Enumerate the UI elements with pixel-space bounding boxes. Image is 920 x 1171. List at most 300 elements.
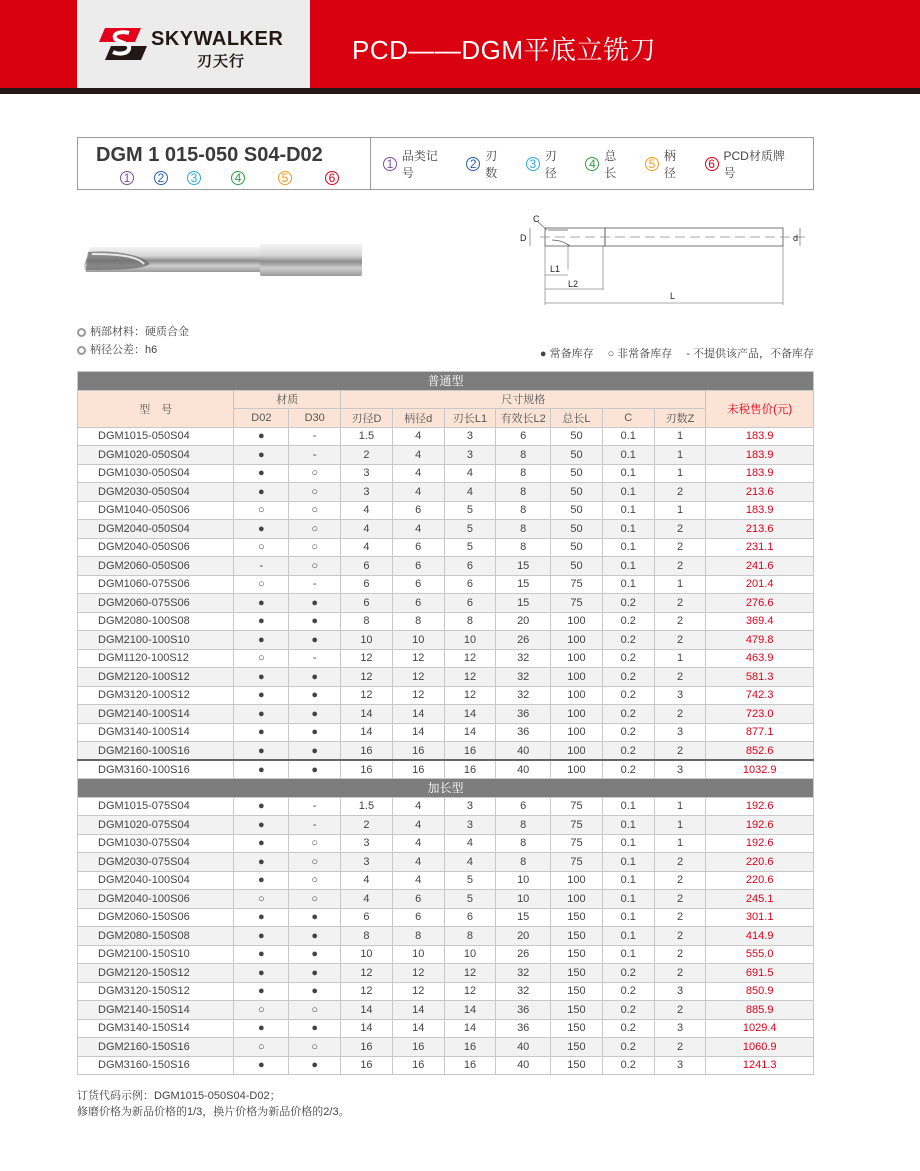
cell-model: DGM3140-100S14 xyxy=(78,723,234,742)
col-material: 材质 xyxy=(234,390,341,409)
cell-chamfer: 0.2 xyxy=(602,631,654,650)
cell-total-len: 100 xyxy=(551,649,603,668)
circle-bullet-icon xyxy=(77,346,86,355)
cell-flutes: 2 xyxy=(654,742,706,761)
cell-model: DGM2060-075S06 xyxy=(78,594,234,613)
cell-chamfer: 0.2 xyxy=(602,723,654,742)
cell-shank-dia: 10 xyxy=(392,945,444,964)
in-stock-legend: ● 常备库存 xyxy=(539,348,594,360)
cell-d30-stock: ● xyxy=(289,631,341,650)
cell-price: 691.5 xyxy=(706,964,814,983)
cell-blade-len: 3 xyxy=(444,816,496,835)
cell-blade-len: 4 xyxy=(444,853,496,872)
cell-chamfer: 0.1 xyxy=(602,797,654,816)
cell-d02-stock: ● xyxy=(234,1019,289,1038)
cell-shank-dia: 4 xyxy=(392,853,444,872)
cell-price: 183.9 xyxy=(706,427,814,446)
cell-flutes: 2 xyxy=(654,538,706,557)
cell-eff-len: 15 xyxy=(496,575,551,594)
legend-marker: 1 xyxy=(383,157,397,171)
cell-total-len: 100 xyxy=(551,890,603,909)
table-row xyxy=(78,1019,814,1038)
cell-blade-dia: 14 xyxy=(341,1001,393,1020)
cell-flutes: 2 xyxy=(654,945,706,964)
cell-model: DGM2040-100S06 xyxy=(78,890,234,909)
cell-total-len: 100 xyxy=(551,612,603,631)
cell-d02-stock: ○ xyxy=(234,890,289,909)
cell-chamfer: 0.1 xyxy=(602,520,654,539)
cell-d30-stock: ○ xyxy=(289,501,341,520)
code-markers xyxy=(78,171,370,187)
cell-flutes: 3 xyxy=(654,982,706,1001)
cell-d30-stock: ○ xyxy=(289,834,341,853)
cell-blade-dia: 14 xyxy=(341,723,393,742)
cell-blade-len: 3 xyxy=(444,446,496,465)
cell-blade-len: 6 xyxy=(444,908,496,927)
cell-chamfer: 0.1 xyxy=(602,816,654,835)
cell-price: 192.6 xyxy=(706,816,814,835)
cell-price: 276.6 xyxy=(706,594,814,613)
cell-model: DGM2160-100S16 xyxy=(78,742,234,761)
cell-eff-len: 8 xyxy=(496,816,551,835)
legend-item xyxy=(645,147,688,181)
cell-eff-len: 20 xyxy=(496,927,551,946)
cell-chamfer: 0.1 xyxy=(602,927,654,946)
cell-price: 192.6 xyxy=(706,834,814,853)
cell-blade-len: 14 xyxy=(444,1001,496,1020)
table-row xyxy=(78,1056,814,1075)
cell-shank-dia: 12 xyxy=(392,964,444,983)
table-row xyxy=(78,927,814,946)
table-row xyxy=(78,686,814,705)
cell-eff-len: 40 xyxy=(496,1038,551,1057)
cell-chamfer: 0.2 xyxy=(602,982,654,1001)
cell-eff-len: 26 xyxy=(496,945,551,964)
cell-total-len: 100 xyxy=(551,631,603,650)
cell-price: 369.4 xyxy=(706,612,814,631)
table-row xyxy=(78,834,814,853)
cell-blade-dia: 3 xyxy=(341,464,393,483)
cell-d30-stock: ○ xyxy=(289,520,341,539)
cell-eff-len: 32 xyxy=(496,649,551,668)
cell-flutes: 3 xyxy=(654,1019,706,1038)
cell-d02-stock: ● xyxy=(234,816,289,835)
end-mill-product-image xyxy=(82,240,382,280)
cell-d30-stock: - xyxy=(289,649,341,668)
col-model: 型 号 xyxy=(78,390,234,427)
cell-blade-dia: 4 xyxy=(341,871,393,890)
cell-d30-stock: ● xyxy=(289,927,341,946)
cell-blade-dia: 12 xyxy=(341,964,393,983)
table-row xyxy=(78,742,814,761)
col-d30: D30 xyxy=(289,409,341,428)
cell-d30-stock: ● xyxy=(289,760,341,779)
cell-model: DGM1030-075S04 xyxy=(78,834,234,853)
cell-model: DGM1030-050S04 xyxy=(78,464,234,483)
cell-d02-stock: ○ xyxy=(234,1038,289,1057)
cell-model: DGM2080-150S08 xyxy=(78,927,234,946)
cell-d30-stock: ● xyxy=(289,686,341,705)
cell-flutes: 3 xyxy=(654,1056,706,1075)
cell-d30-stock: ● xyxy=(289,742,341,761)
cell-d02-stock: ● xyxy=(234,520,289,539)
cell-eff-len: 6 xyxy=(496,797,551,816)
cell-model: DGM2080-100S08 xyxy=(78,612,234,631)
cell-price: 301.1 xyxy=(706,908,814,927)
cell-d02-stock: ● xyxy=(234,871,289,890)
cell-model: DGM2030-050S04 xyxy=(78,483,234,502)
col-shank-dia: 柄径d xyxy=(392,409,444,428)
cell-d02-stock: ● xyxy=(234,594,289,613)
cell-chamfer: 0.2 xyxy=(602,742,654,761)
cell-model: DGM2040-100S04 xyxy=(78,871,234,890)
cell-blade-len: 12 xyxy=(444,982,496,1001)
cell-eff-len: 36 xyxy=(496,723,551,742)
legend-label: PCD材质牌号 xyxy=(723,148,785,180)
cell-blade-dia: 4 xyxy=(341,538,393,557)
cell-flutes: 2 xyxy=(654,520,706,539)
cell-blade-len: 4 xyxy=(444,464,496,483)
cell-flutes: 3 xyxy=(654,686,706,705)
cell-blade-dia: 4 xyxy=(341,520,393,539)
footer-notes xyxy=(77,1088,350,1120)
cell-blade-len: 14 xyxy=(444,1019,496,1038)
legend-marker: 5 xyxy=(645,157,659,171)
cell-d02-stock: ○ xyxy=(234,649,289,668)
marker-3: 3 xyxy=(187,171,201,185)
cell-eff-len: 10 xyxy=(496,871,551,890)
cell-shank-dia: 16 xyxy=(392,760,444,779)
cell-model: DGM1120-100S12 xyxy=(78,649,234,668)
cell-d30-stock: ● xyxy=(289,945,341,964)
code-breakdown-box xyxy=(77,137,814,190)
cell-total-len: 50 xyxy=(551,483,603,502)
cell-blade-dia: 14 xyxy=(341,1019,393,1038)
cell-model: DGM2160-150S16 xyxy=(78,1038,234,1057)
cell-shank-dia: 12 xyxy=(392,686,444,705)
spec-notes xyxy=(77,323,189,359)
cell-d02-stock: ● xyxy=(234,945,289,964)
page-title: PCD——DGM平底立铣刀 xyxy=(352,35,657,65)
cell-price: 414.9 xyxy=(706,927,814,946)
cell-d02-stock: - xyxy=(234,557,289,576)
cell-flutes: 2 xyxy=(654,853,706,872)
table-row xyxy=(78,668,814,687)
label-l: L xyxy=(670,291,676,301)
cell-eff-len: 40 xyxy=(496,1056,551,1075)
cell-chamfer: 0.2 xyxy=(602,1001,654,1020)
cell-total-len: 100 xyxy=(551,686,603,705)
table-row xyxy=(78,982,814,1001)
cell-total-len: 50 xyxy=(551,520,603,539)
cell-d30-stock: ● xyxy=(289,982,341,1001)
cell-shank-dia: 14 xyxy=(392,705,444,724)
cell-model: DGM1015-075S04 xyxy=(78,797,234,816)
cell-d02-stock: ● xyxy=(234,982,289,1001)
label-l2: L2 xyxy=(568,279,579,289)
cell-d02-stock: ● xyxy=(234,964,289,983)
cell-d30-stock: ● xyxy=(289,908,341,927)
cell-d02-stock: ● xyxy=(234,464,289,483)
cell-blade-len: 5 xyxy=(444,890,496,909)
cell-d02-stock: ● xyxy=(234,723,289,742)
cell-blade-len: 14 xyxy=(444,705,496,724)
cell-d02-stock: ● xyxy=(234,927,289,946)
table-row xyxy=(78,1038,814,1057)
legend-marker: 3 xyxy=(526,157,540,171)
marker-6: 6 xyxy=(325,171,339,185)
cell-chamfer: 0.1 xyxy=(602,834,654,853)
cell-shank-dia: 14 xyxy=(392,1001,444,1020)
cell-eff-len: 6 xyxy=(496,427,551,446)
cell-shank-dia: 4 xyxy=(392,464,444,483)
cell-d30-stock: ● xyxy=(289,594,341,613)
cell-price: 1241.3 xyxy=(706,1056,814,1075)
cell-model: DGM2040-050S04 xyxy=(78,520,234,539)
legend-item xyxy=(585,147,628,181)
table-row xyxy=(78,520,814,539)
cell-d02-stock: ● xyxy=(234,686,289,705)
cell-shank-dia: 4 xyxy=(392,483,444,502)
cell-d30-stock: - xyxy=(289,816,341,835)
spec-table xyxy=(77,371,814,1075)
cell-d02-stock: ● xyxy=(234,853,289,872)
cell-eff-len: 15 xyxy=(496,594,551,613)
cell-d02-stock: ● xyxy=(234,427,289,446)
marker-1: 1 xyxy=(120,171,134,185)
cell-d02-stock: ● xyxy=(234,631,289,650)
cell-chamfer: 0.2 xyxy=(602,649,654,668)
cell-price: 463.9 xyxy=(706,649,814,668)
section-title: 加长型 xyxy=(78,779,814,798)
cell-price: 220.6 xyxy=(706,853,814,872)
cell-d30-stock: ● xyxy=(289,723,341,742)
cell-chamfer: 0.2 xyxy=(602,668,654,687)
section-title: 普通型 xyxy=(78,372,814,391)
cell-total-len: 75 xyxy=(551,797,603,816)
cell-model: DGM2140-150S14 xyxy=(78,1001,234,1020)
table-row xyxy=(78,631,814,650)
cell-eff-len: 8 xyxy=(496,464,551,483)
cell-blade-len: 10 xyxy=(444,945,496,964)
cell-flutes: 1 xyxy=(654,427,706,446)
legend-item xyxy=(466,147,509,181)
cell-d02-stock: ● xyxy=(234,612,289,631)
cell-d02-stock: ● xyxy=(234,908,289,927)
cell-shank-dia: 10 xyxy=(392,631,444,650)
cell-model: DGM2120-100S12 xyxy=(78,668,234,687)
cell-total-len: 75 xyxy=(551,575,603,594)
cell-chamfer: 0.1 xyxy=(602,483,654,502)
cell-shank-dia: 4 xyxy=(392,520,444,539)
col-eff-len: 有效长L2 xyxy=(496,409,551,428)
cell-d02-stock: ○ xyxy=(234,1001,289,1020)
cell-eff-len: 10 xyxy=(496,890,551,909)
table-row xyxy=(78,797,814,816)
shank-material-note: 柄部材料：硬质合金 xyxy=(90,326,189,338)
cell-flutes: 3 xyxy=(654,723,706,742)
cell-flutes: 2 xyxy=(654,1001,706,1020)
cell-blade-len: 16 xyxy=(444,1038,496,1057)
label-l1: L1 xyxy=(550,264,561,274)
cell-d30-stock: ○ xyxy=(289,464,341,483)
circle-bullet-icon xyxy=(77,328,86,337)
col-d02: D02 xyxy=(234,409,289,428)
cell-blade-dia: 6 xyxy=(341,594,393,613)
cell-total-len: 100 xyxy=(551,668,603,687)
cell-d30-stock: ○ xyxy=(289,538,341,557)
cell-total-len: 75 xyxy=(551,816,603,835)
cell-eff-len: 40 xyxy=(496,760,551,779)
table-row xyxy=(78,649,814,668)
cell-chamfer: 0.1 xyxy=(602,446,654,465)
cell-blade-dia: 16 xyxy=(341,760,393,779)
cell-shank-dia: 4 xyxy=(392,871,444,890)
col-price: 未税售价(元) xyxy=(706,390,814,427)
cell-d30-stock: ● xyxy=(289,705,341,724)
cell-model: DGM1040-050S06 xyxy=(78,501,234,520)
cell-blade-len: 12 xyxy=(444,649,496,668)
section-header xyxy=(78,779,814,798)
cell-price: 245.1 xyxy=(706,890,814,909)
cell-eff-len: 32 xyxy=(496,668,551,687)
cell-blade-dia: 4 xyxy=(341,501,393,520)
cell-flutes: 1 xyxy=(654,446,706,465)
brand-logo xyxy=(77,0,310,88)
cell-shank-dia: 14 xyxy=(392,723,444,742)
table-row xyxy=(78,964,814,983)
cell-price: 877.1 xyxy=(706,723,814,742)
cell-flutes: 2 xyxy=(654,557,706,576)
cell-blade-len: 6 xyxy=(444,557,496,576)
cell-d30-stock: ○ xyxy=(289,1038,341,1057)
cell-price: 723.0 xyxy=(706,705,814,724)
cell-d02-stock: ● xyxy=(234,760,289,779)
cell-blade-dia: 12 xyxy=(341,686,393,705)
cell-blade-dia: 12 xyxy=(341,668,393,687)
cell-eff-len: 36 xyxy=(496,1019,551,1038)
cell-chamfer: 0.2 xyxy=(602,760,654,779)
cell-blade-dia: 12 xyxy=(341,982,393,1001)
cell-blade-len: 16 xyxy=(444,760,496,779)
col-blade-dia: 刃径D xyxy=(341,409,393,428)
cell-price: 1060.9 xyxy=(706,1038,814,1057)
cell-d30-stock: ○ xyxy=(289,483,341,502)
cell-chamfer: 0.2 xyxy=(602,1038,654,1057)
cell-price: 201.4 xyxy=(706,575,814,594)
cell-blade-dia: 16 xyxy=(341,1038,393,1057)
cell-chamfer: 0.2 xyxy=(602,1056,654,1075)
cell-blade-len: 8 xyxy=(444,927,496,946)
cell-shank-dia: 8 xyxy=(392,927,444,946)
cell-eff-len: 36 xyxy=(496,705,551,724)
brand-name-en: SKYWALKER xyxy=(151,28,284,50)
cell-d02-stock: ○ xyxy=(234,575,289,594)
cell-shank-dia: 6 xyxy=(392,538,444,557)
cell-flutes: 2 xyxy=(654,483,706,502)
cell-model: DGM2100-150S10 xyxy=(78,945,234,964)
cell-blade-dia: 3 xyxy=(341,834,393,853)
header-bottom-bar xyxy=(0,88,920,94)
cell-chamfer: 0.2 xyxy=(602,964,654,983)
cell-d02-stock: ● xyxy=(234,834,289,853)
cell-total-len: 50 xyxy=(551,538,603,557)
header-row xyxy=(78,390,814,409)
table-row xyxy=(78,557,814,576)
cell-shank-dia: 14 xyxy=(392,1019,444,1038)
legend-label: 刃数 xyxy=(485,148,498,180)
cell-blade-dia: 3 xyxy=(341,853,393,872)
legend-item xyxy=(705,147,796,181)
cell-total-len: 150 xyxy=(551,982,603,1001)
cell-price: 231.1 xyxy=(706,538,814,557)
cell-model: DGM2030-075S04 xyxy=(78,853,234,872)
cell-shank-dia: 4 xyxy=(392,797,444,816)
cell-model: DGM1015-050S04 xyxy=(78,427,234,446)
cell-flutes: 1 xyxy=(654,816,706,835)
cell-model: DGM2100-100S10 xyxy=(78,631,234,650)
table-row xyxy=(78,945,814,964)
cell-shank-dia: 4 xyxy=(392,816,444,835)
cell-blade-dia: 16 xyxy=(341,1056,393,1075)
cell-d02-stock: ● xyxy=(234,668,289,687)
legend-marker: 2 xyxy=(466,157,480,171)
cell-d30-stock: - xyxy=(289,446,341,465)
col-blade-len: 刃长L1 xyxy=(444,409,496,428)
cell-shank-dia: 4 xyxy=(392,446,444,465)
cell-blade-len: 14 xyxy=(444,723,496,742)
cell-shank-dia: 4 xyxy=(392,427,444,446)
order-example: 订货代码示例：DGM1015-050S04-D02； xyxy=(77,1090,281,1102)
cell-blade-len: 8 xyxy=(444,612,496,631)
cell-model: DGM1020-050S04 xyxy=(78,446,234,465)
cell-chamfer: 0.2 xyxy=(602,1019,654,1038)
cell-d30-stock: ● xyxy=(289,1019,341,1038)
cell-total-len: 50 xyxy=(551,557,603,576)
cell-shank-dia: 8 xyxy=(392,612,444,631)
cell-blade-dia: 14 xyxy=(341,705,393,724)
cell-d02-stock: ○ xyxy=(234,501,289,520)
cell-model: DGM2040-050S06 xyxy=(78,538,234,557)
cell-shank-dia: 6 xyxy=(392,575,444,594)
table-row xyxy=(78,538,814,557)
cell-blade-dia: 10 xyxy=(341,945,393,964)
cell-d30-stock: ○ xyxy=(289,1001,341,1020)
cell-blade-dia: 1.5 xyxy=(341,427,393,446)
cell-blade-len: 10 xyxy=(444,631,496,650)
code-example xyxy=(78,138,371,189)
cell-blade-len: 4 xyxy=(444,483,496,502)
cell-blade-len: 16 xyxy=(444,1056,496,1075)
cell-blade-dia: 2 xyxy=(341,816,393,835)
regrind-note: 修磨价格为新品价格的1/3，换片价格为新品价格的2/3。 xyxy=(77,1106,350,1118)
cell-model: DGM1020-075S04 xyxy=(78,816,234,835)
cell-eff-len: 32 xyxy=(496,982,551,1001)
cell-chamfer: 0.1 xyxy=(602,575,654,594)
legend-label: 刃径 xyxy=(544,148,557,180)
cell-total-len: 50 xyxy=(551,464,603,483)
cell-shank-dia: 16 xyxy=(392,1038,444,1057)
col-c: C xyxy=(602,409,654,428)
cell-total-len: 150 xyxy=(551,1056,603,1075)
cell-model: DGM1060-075S06 xyxy=(78,575,234,594)
table-row xyxy=(78,594,814,613)
cell-shank-dia: 12 xyxy=(392,668,444,687)
cell-blade-dia: 6 xyxy=(341,908,393,927)
cell-d30-stock: ● xyxy=(289,1056,341,1075)
cell-blade-len: 6 xyxy=(444,594,496,613)
cell-flutes: 2 xyxy=(654,705,706,724)
